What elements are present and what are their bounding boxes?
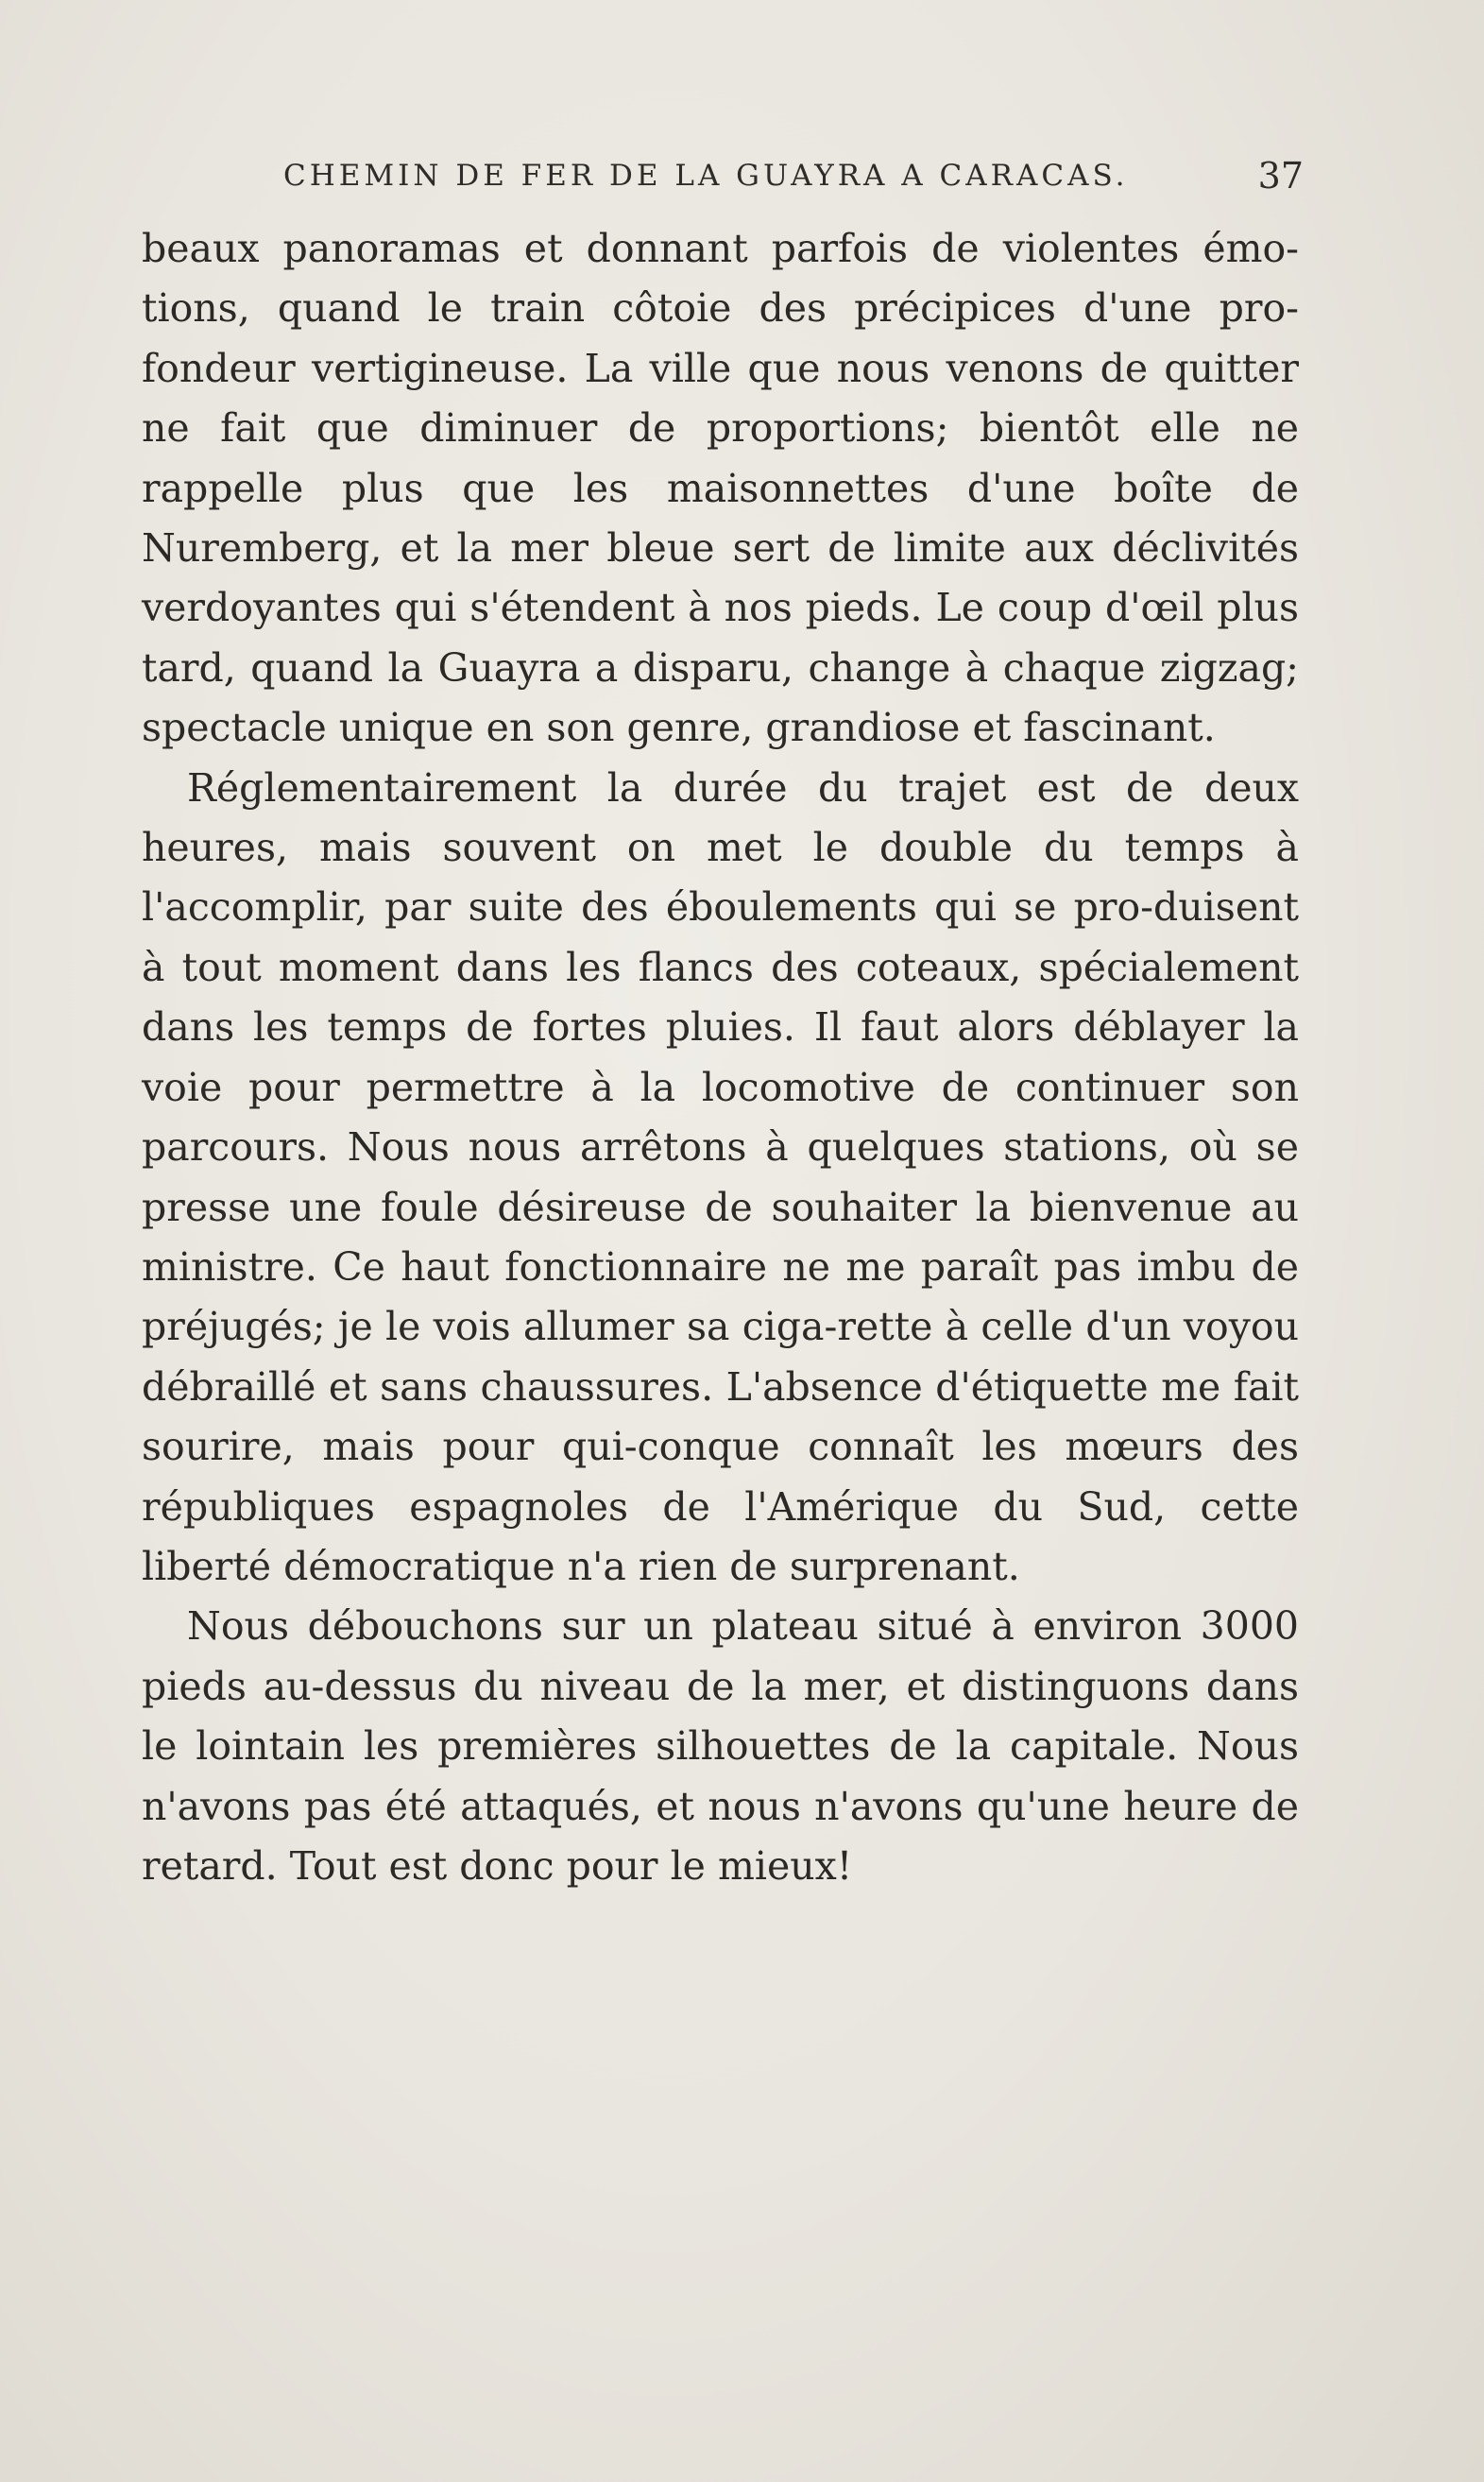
paragraph-2: Réglementairement la durée du trajet est de deux heures, mais souvent on met le double du temps à l'accomplir, par suite des éboulements qui se pro-duisent à tout moment dans les flancs des coteaux, spécialement dans les temps de fortes pluies. Il faut alors déblayer la voie pour permettre à la locomotive de continuer son parcours. Nous nous arrêtons à quelques stations, où se presse une foule désireuse de souhaiter la bienvenue au ministre. Ce haut fonctionnaire ne me paraît pas imbu de préjugés; je le vois allumer sa ciga-rette à celle d'un voyou débraillé et sans chaussures. L'absence d'étiquette me fait sourire, mais pour qui-conque connaît les mœurs des républiques espagnoles de l'Amérique du Sud, cette liberté démocratique n'a rien de surprenant. bbox=[142, 764, 1299, 1589]
page-number: 37 bbox=[1257, 155, 1304, 197]
paragraph-1: beaux panoramas et donnant parfois de violentes émo-tions, quand le train côtoie des précipices d'une pro-fondeur vertigineuse. La ville que nous venons de quitter ne fait que diminuer de proportions; bientôt elle ne rappelle plus que les maisonnettes d'une boîte de Nuremberg, et la mer bleue sert de limite aux déclivités verdoyantes qui s'étendent à nos pieds. Le coup d'œil plus tard, quand la Guayra a disparu, change à chaque zigzag; spectacle unique en son genre, grandiose et fascinant. bbox=[142, 226, 1299, 751]
body-text bbox=[142, 219, 1299, 1896]
paragraph-3: Nous débouchons sur un plateau situé à environ 3000 pieds au-dessus du niveau de la mer, et distinguons dans le lointain les premières silhouettes de la capitale. Nous n'avons pas été attaqués, et nous n'avons qu'une heure de retard. Tout est donc pour le mieux! bbox=[142, 1603, 1299, 1889]
running-head bbox=[283, 151, 1304, 208]
running-title: CHEMIN DE FER DE LA GUAYRA A CARACAS. bbox=[283, 159, 1129, 193]
